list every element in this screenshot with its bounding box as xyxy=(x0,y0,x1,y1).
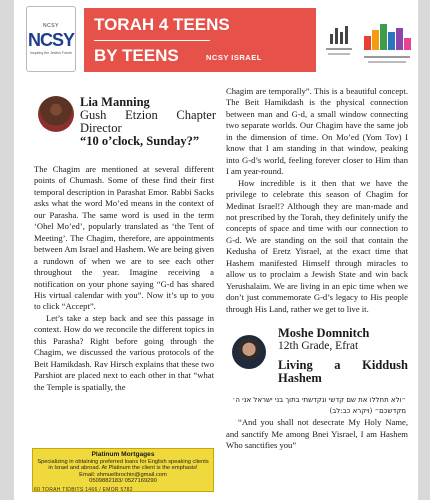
page-footer: 60 TORAH TIDBITS 1466 / EMOR 5782 xyxy=(34,487,133,493)
ad-title: Platinum Mortgages xyxy=(91,451,155,458)
article-paragraph: Let’s take a step back and see this passage in context. How do we reconcile the different topics in this Parasha? Right before going through the Chagim, we discussed the various protocols of the Beit Hamikdash. Rav Hirsch explains that these two Parshiot are placed next to each other in that “what the Temple is spatially, the xyxy=(34,312,214,392)
ad-phones: 0509882183/ 0527169290 xyxy=(89,478,157,485)
article-paragraph: Chagim are temporally”. This is a beautiful concept. The Beit Hamikdash is the physical connection between man and G-d, a small window connecting two separate worlds. Our Chagim have the same job in the dimension of time. On Mo’ed (Yom Tov) I know that I am standing in that window, peaking into G-d’s world, feeling forever closer to Him than I am year-round. xyxy=(226,86,408,177)
page-header xyxy=(14,0,418,86)
partner-logos xyxy=(326,16,412,68)
right-column xyxy=(226,86,408,452)
section-banner xyxy=(84,8,316,72)
author-photo xyxy=(38,96,74,132)
banner-title-line1: TORAH 4 TEENS xyxy=(94,15,230,34)
ncsy-logo xyxy=(26,6,76,72)
second-author-byline xyxy=(226,321,408,391)
partner-logo-right xyxy=(362,16,412,68)
author-name: Moshe Domnitch xyxy=(278,326,370,341)
article-title: “10 o’clock, Sunday?” xyxy=(80,134,200,148)
article-paragraph: How incredible is it then that we have the privilege to celebrate this season of Chagim for Medinat Israel!? Although they are man-made and not prescribed by the Torah, they definitely unify the concepts of space and time with our connection to G-d. We are standing on the soil that contain the Kedusha of Eretz Yisrael, at the exact time that Hashem manifested Himself through miracles to allow us to proclaim a Jewish State and win back Yerushalaim. We are living in an epic time when we don’t just commemorate G-d’s legacy to His people through His Land, rather we get to live it. xyxy=(226,177,408,314)
author-name: Lia Manning xyxy=(80,95,150,109)
author-photo xyxy=(232,335,266,369)
banner-tag: NCSY ISRAEL xyxy=(206,53,262,62)
author-role: Gush Etzion Chapter Director xyxy=(80,108,216,135)
logo-text: NCSY xyxy=(27,30,74,50)
magazine-page xyxy=(14,0,418,500)
ad-body: Specializing in obtaining preferred loans for English speaking clients in Israel and abroad. At Platinum the client is the emphasis! xyxy=(37,459,209,472)
verse-translation: “And you shall not desecrate My Holy Name, and sanctify Me among Bnei Yisrael, I am Hashem Who sanctifies you” xyxy=(226,417,408,451)
ad-email: Email: shmuelbrochin@gmail.com xyxy=(79,471,167,478)
author-byline xyxy=(34,86,214,164)
hebrew-verse: ״ולא תחללו את שם קדשי ונקדשתי בתוך בני ישראל אני ה׳ מקדשכם״ (ויקרא כב:לב) xyxy=(232,396,406,416)
banner-divider xyxy=(94,40,210,41)
author-role: 12th Grade, Efrat xyxy=(278,340,359,353)
advertisement[interactable] xyxy=(32,448,214,492)
article-paragraph: The Chagim are mentioned at several different points of Chumash. Some of these find their first temporal description in Parashat Emor. Rabbi Sacks asks what the word Mo’ed means in the context of our Parasha. The same word is used in the term ‘Ohel Mo’ed’, popularly translated as ‘the Tent of Meeting’. The Chagim, therefore, are appointments between Am Israel and Hashem. We are being given a rundown of when we are to see each other throughout the year. Imagine receiving a notification on your phone saying “G-d has shared His virtual calendar with you”. Now it’s up to you to click “Accept”. xyxy=(34,164,214,312)
banner-title-line2: BY TEENS xyxy=(94,46,179,65)
left-column xyxy=(34,86,214,393)
partner-logo-left xyxy=(326,26,352,60)
article-title: Living a Kiddush Hashem xyxy=(278,358,408,386)
logo-top-text: NCSY xyxy=(43,23,59,29)
logo-subtitle: Inspiring the Jewish Future xyxy=(30,51,72,55)
